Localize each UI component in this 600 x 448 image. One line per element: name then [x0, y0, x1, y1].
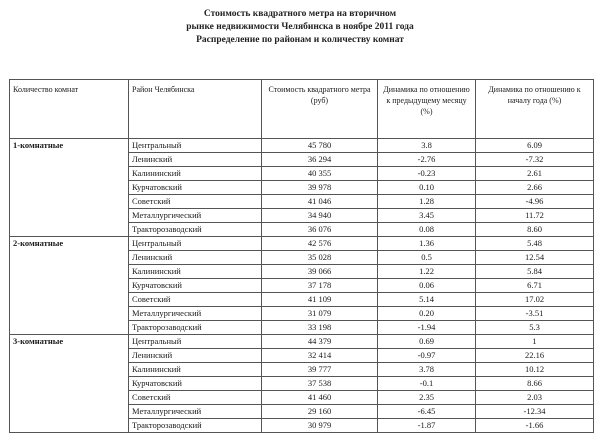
year-change-cell: 12.54	[476, 251, 594, 265]
month-change-cell: -1.94	[378, 321, 476, 335]
price-cell: 36 294	[262, 153, 378, 167]
year-change-cell: 6.09	[476, 139, 594, 153]
month-change-cell: 0.06	[378, 279, 476, 293]
district-cell: Металлургический	[129, 209, 262, 223]
month-change-cell: 1.28	[378, 195, 476, 209]
year-change-cell: 5.84	[476, 265, 594, 279]
district-cell: Советский	[129, 195, 262, 209]
price-cell: 31 079	[262, 307, 378, 321]
month-change-cell: 0.10	[378, 181, 476, 195]
district-cell: Ленинский	[129, 153, 262, 167]
year-change-cell: 2.66	[476, 181, 594, 195]
district-cell: Металлургический	[129, 405, 262, 419]
table-row	[10, 335, 594, 349]
district-cell: Ленинский	[129, 349, 262, 363]
price-cell: 37 178	[262, 279, 378, 293]
price-cell: 39 978	[262, 181, 378, 195]
month-change-cell: -0.1	[378, 377, 476, 391]
year-change-cell: 5.3	[476, 321, 594, 335]
price-cell: 41 460	[262, 391, 378, 405]
title-line-1: Стоимость квадратного метра на вторичном	[203, 9, 397, 19]
district-cell: Металлургический	[129, 307, 262, 321]
district-cell: Калининский	[129, 265, 262, 279]
year-change-cell: 1	[476, 335, 594, 349]
year-change-cell: 8.60	[476, 223, 594, 237]
column-header-year-change: Динамика по отношению к началу года (%)	[476, 80, 594, 139]
title-line-3: Распределение по районам и количеству комнат	[196, 35, 404, 45]
month-change-cell: 1.36	[378, 237, 476, 251]
month-change-cell: 0.69	[378, 335, 476, 349]
district-cell: Тракторозаводский	[129, 419, 262, 433]
year-change-cell: 10.12	[476, 363, 594, 377]
district-cell: Курчатовский	[129, 181, 262, 195]
price-cell: 36 076	[262, 223, 378, 237]
district-cell: Советский	[129, 391, 262, 405]
room-group-label: 3-комнатные	[10, 335, 129, 433]
price-cell: 44 379	[262, 335, 378, 349]
month-change-cell: 0.5	[378, 251, 476, 265]
district-cell: Тракторозаводский	[129, 321, 262, 335]
district-cell: Советский	[129, 293, 262, 307]
month-change-cell: 2.35	[378, 391, 476, 405]
year-change-cell: -7.32	[476, 153, 594, 167]
district-cell: Курчатовский	[129, 377, 262, 391]
document-title	[0, 8, 600, 47]
month-change-cell: 0.08	[378, 223, 476, 237]
room-group-label: 1-комнатные	[10, 139, 129, 237]
price-cell: 34 940	[262, 209, 378, 223]
year-change-cell: -1.66	[476, 419, 594, 433]
price-cell: 35 028	[262, 251, 378, 265]
year-change-cell: -4.96	[476, 195, 594, 209]
table-body	[10, 139, 594, 433]
month-change-cell: 0.20	[378, 307, 476, 321]
district-cell: Калининский	[129, 363, 262, 377]
month-change-cell: -0.97	[378, 349, 476, 363]
district-cell: Ленинский	[129, 251, 262, 265]
table-row	[10, 237, 594, 251]
title-line-2: рынке недвижимости Челябинска в ноябре 2011 года	[186, 22, 414, 32]
month-change-cell: 3.8	[378, 139, 476, 153]
district-cell: Курчатовский	[129, 279, 262, 293]
price-cell: 41 109	[262, 293, 378, 307]
table-row	[10, 139, 594, 153]
month-change-cell: 3.45	[378, 209, 476, 223]
year-change-cell: 2.03	[476, 391, 594, 405]
district-cell: Тракторозаводский	[129, 223, 262, 237]
price-cell: 29 160	[262, 405, 378, 419]
year-change-cell: 8.66	[476, 377, 594, 391]
year-change-cell: 5.48	[476, 237, 594, 251]
year-change-cell: -12.34	[476, 405, 594, 419]
year-change-cell: 11.72	[476, 209, 594, 223]
price-cell: 39 777	[262, 363, 378, 377]
district-cell: Центральный	[129, 237, 262, 251]
table-header-row	[10, 80, 594, 139]
month-change-cell: 5.14	[378, 293, 476, 307]
month-change-cell: -6.45	[378, 405, 476, 419]
month-change-cell: -2.76	[378, 153, 476, 167]
district-cell: Калининский	[129, 167, 262, 181]
month-change-cell: -1.87	[378, 419, 476, 433]
year-change-cell: 17.02	[476, 293, 594, 307]
price-cell: 39 066	[262, 265, 378, 279]
column-header-month-change: Динамика по отношению к предыдущему месяцу (%)	[378, 80, 476, 139]
price-cell: 32 414	[262, 349, 378, 363]
year-change-cell: 22.16	[476, 349, 594, 363]
year-change-cell: -3.51	[476, 307, 594, 321]
year-change-cell: 2.61	[476, 167, 594, 181]
district-cell: Центральный	[129, 139, 262, 153]
column-header-district: Район Челябинска	[129, 80, 262, 139]
price-cell: 37 538	[262, 377, 378, 391]
price-cell: 41 046	[262, 195, 378, 209]
price-table	[9, 79, 594, 433]
month-change-cell: -0.23	[378, 167, 476, 181]
price-cell: 45 780	[262, 139, 378, 153]
price-cell: 42 576	[262, 237, 378, 251]
district-cell: Центральный	[129, 335, 262, 349]
month-change-cell: 1.22	[378, 265, 476, 279]
month-change-cell: 3.78	[378, 363, 476, 377]
price-cell: 30 979	[262, 419, 378, 433]
room-group-label: 2-комнатные	[10, 237, 129, 335]
column-header-price: Стоимость квадратного метра (руб)	[262, 80, 378, 139]
column-header-rooms: Количество комнат	[10, 80, 129, 139]
price-cell: 33 198	[262, 321, 378, 335]
price-cell: 40 355	[262, 167, 378, 181]
year-change-cell: 6.71	[476, 279, 594, 293]
